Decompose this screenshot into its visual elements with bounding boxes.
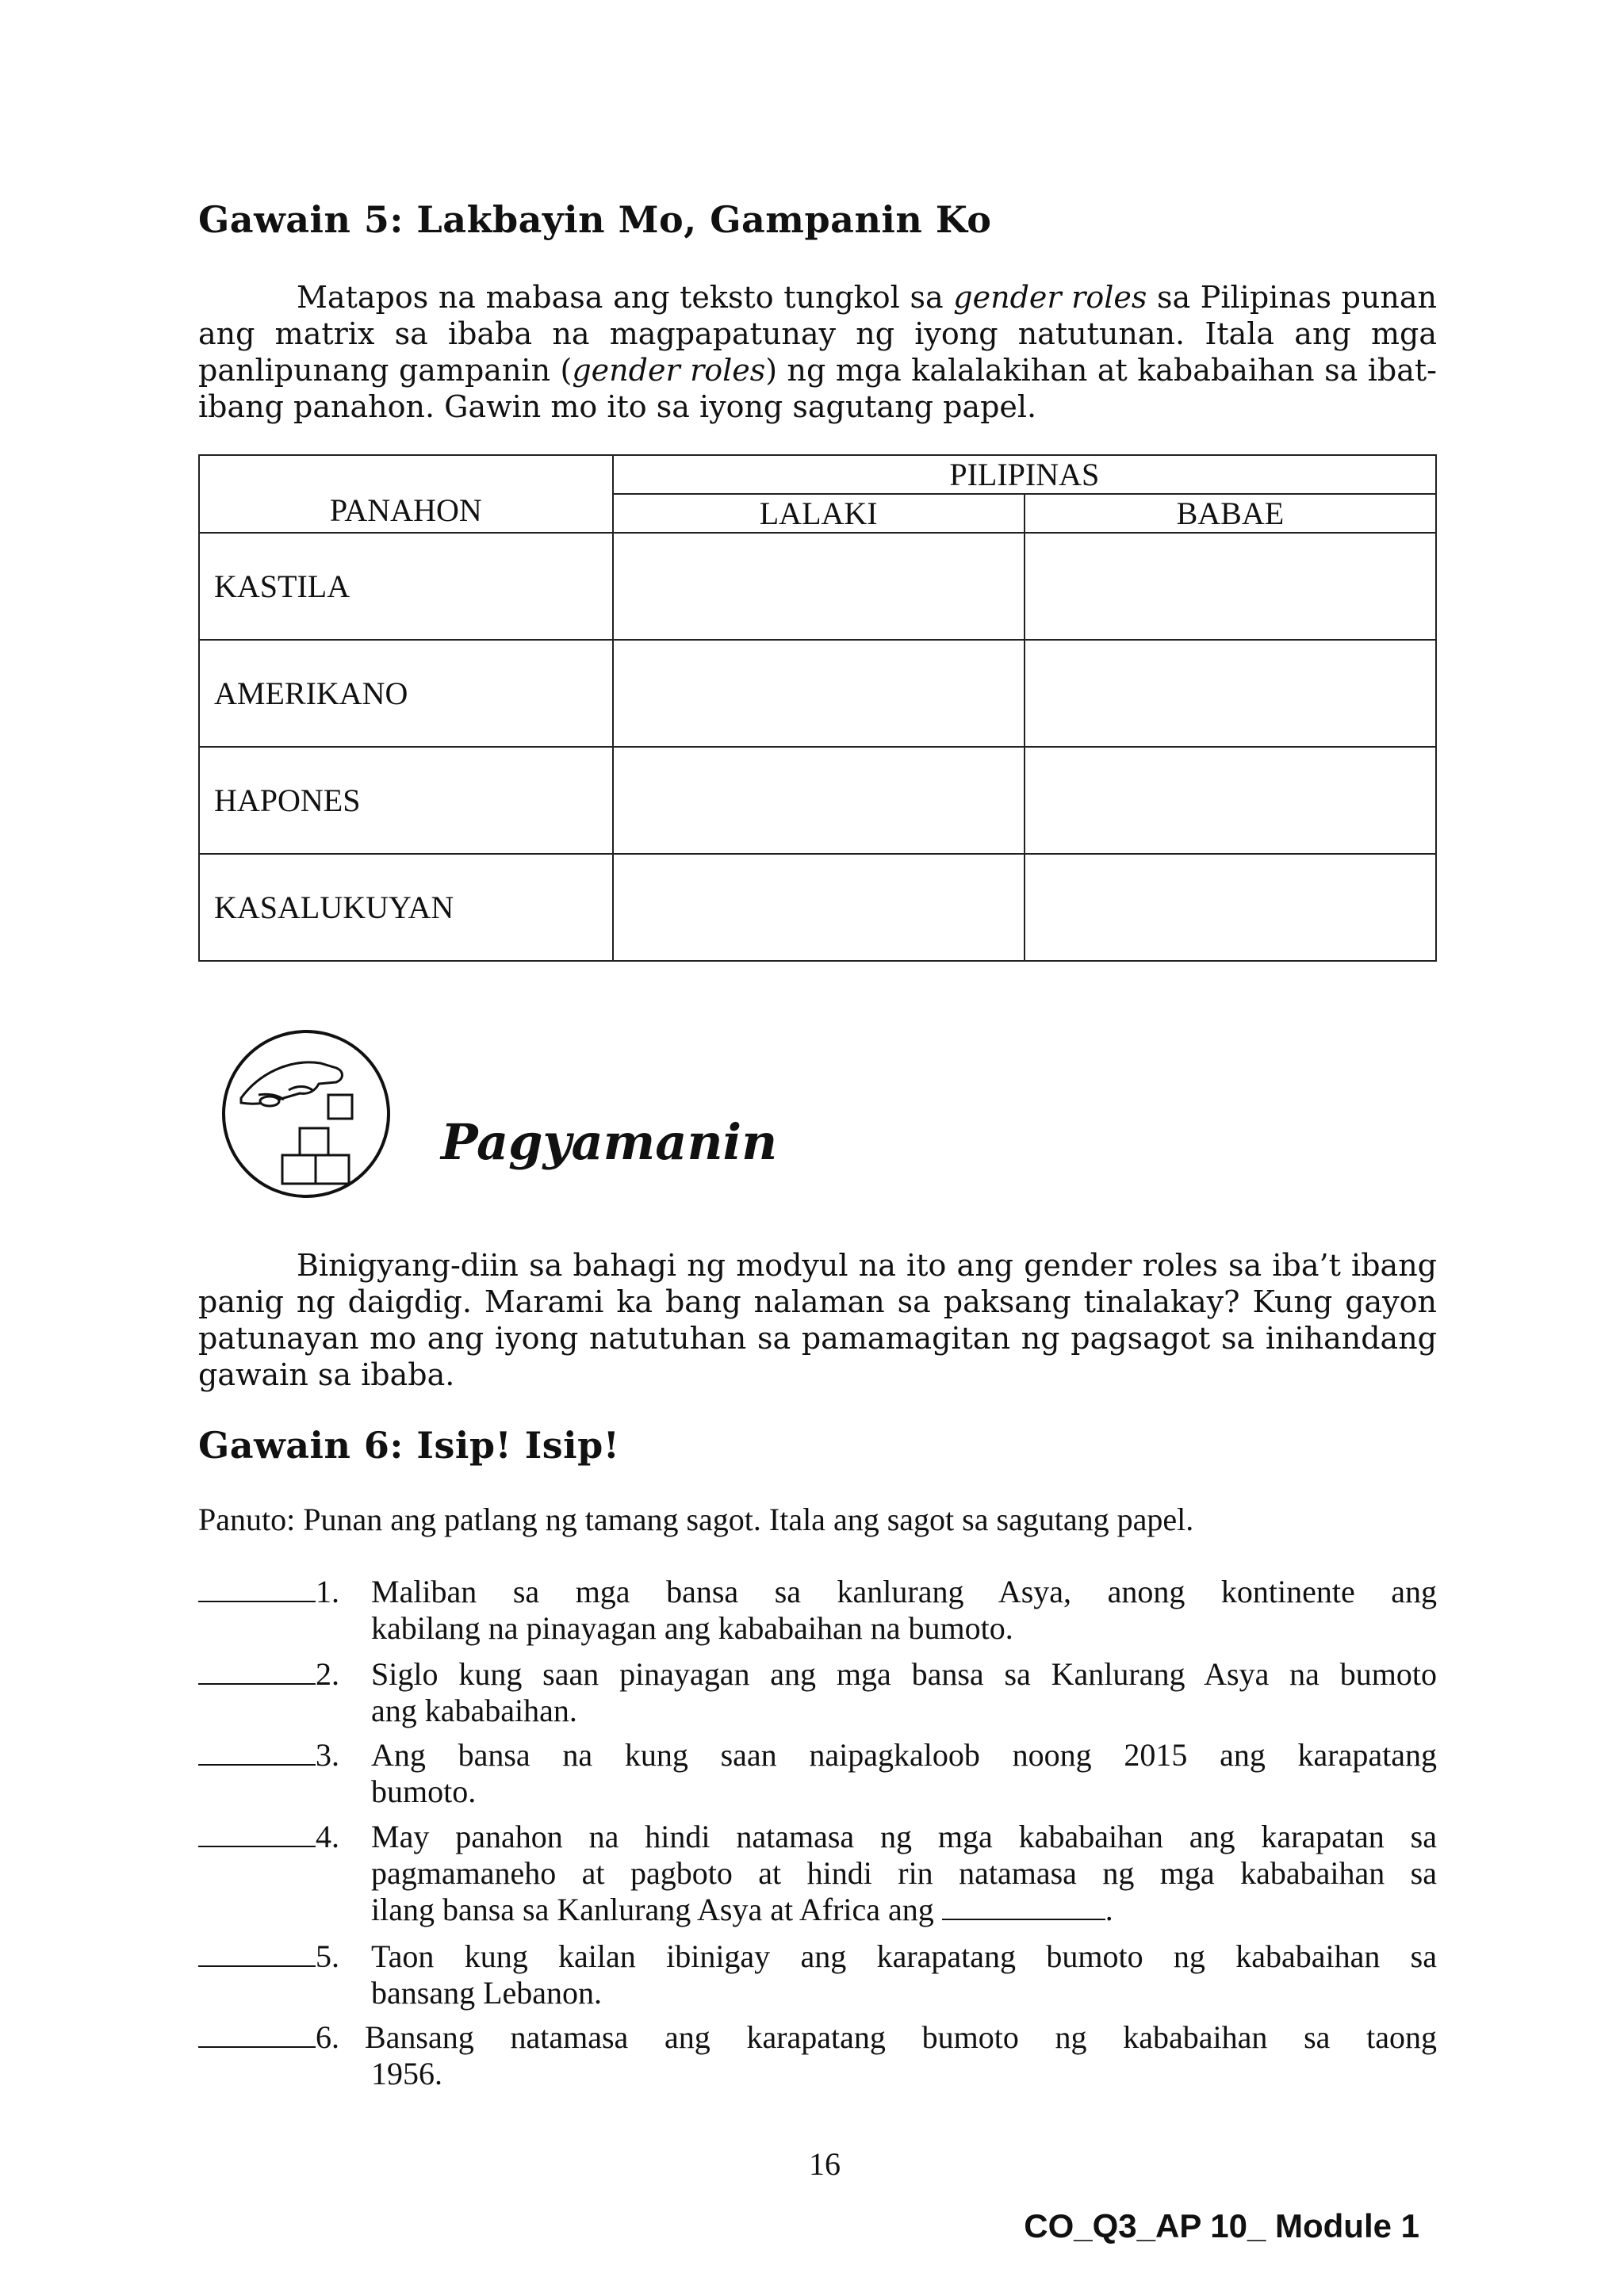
- question-item: [198, 1737, 1437, 1809]
- answer-blank[interactable]: [198, 1938, 316, 1967]
- paragraph-line: panlipunang gampanin (gender roles) ng mga kalalakihan at kababaihan sa ibat-: [198, 353, 1437, 388]
- question-line: kabilang na pinayagan ang kababaihan na bumoto.: [371, 1610, 1013, 1646]
- question-number: 6.: [316, 2019, 339, 2055]
- answer-cell-babae[interactable]: [1025, 747, 1436, 854]
- row-label: AMERIKANO: [199, 640, 613, 747]
- question-line: ilang bansa sa Kanlurang Asya at Africa ang .: [371, 1892, 1113, 1927]
- header-babae: BABAE: [1025, 494, 1436, 533]
- row-label: KASALUKUYAN: [199, 854, 613, 961]
- table-row: [199, 854, 1436, 961]
- question-line: pagmamaneho at pagboto at hindi rin natamasa ng mga kababaihan sa: [371, 1855, 1437, 1891]
- answer-cell-lalaki[interactable]: [613, 640, 1025, 747]
- question-number: 3.: [316, 1737, 339, 1773]
- answer-blank[interactable]: [198, 2019, 316, 2048]
- gender-roles-matrix: [198, 454, 1437, 962]
- question-item: [198, 1819, 1437, 1927]
- gawain6-title: Gawain 6: Isip! Isip!: [198, 1424, 620, 1467]
- gawain5-paragraph: [198, 279, 1437, 425]
- module-footer: CO_Q3_AP 10_ Module 1: [1024, 2207, 1419, 2244]
- header-pilipinas: PILIPINAS: [613, 455, 1436, 494]
- inline-answer-blank[interactable]: [942, 1892, 1105, 1920]
- question-line: ang kababaihan.: [371, 1693, 577, 1728]
- question-line: Ang bansa na kung saan naipagkaloob noong 2015 ang karapatang: [371, 1737, 1437, 1773]
- paragraph-line: Matapos na mabasa ang teksto tungkol sa gender roles sa Pilipinas punan: [297, 280, 1437, 315]
- paragraph-line: ang matrix sa ibaba na magpapatunay ng iyong natutunan. Itala ang mga: [198, 316, 1437, 351]
- header-lalaki: LALAKI: [613, 494, 1025, 533]
- question-line: Siglo kung saan pinayagan ang mga bansa sa Kanlurang Asya na bumoto: [371, 1656, 1437, 1692]
- paragraph-line: patunayan mo ang iyong natutuhan sa pamamagitan ng pagsagot sa inihandang: [198, 1321, 1437, 1356]
- paragraph-line: ibang panahon. Gawin mo ito sa iyong sagutang papel.: [198, 389, 1037, 424]
- hand-stacking-blocks-icon: [217, 1027, 395, 1200]
- question-number: 5.: [316, 1938, 339, 1974]
- answer-cell-lalaki[interactable]: [613, 747, 1025, 854]
- question-line: May panahon na hindi natamasa ng mga kababaihan ang karapatan sa: [371, 1819, 1437, 1854]
- page-number: 16: [809, 2146, 841, 2182]
- answer-blank[interactable]: [198, 1819, 316, 1847]
- answer-blank[interactable]: [198, 1656, 316, 1685]
- question-line: bansang Lebanon.: [371, 1975, 603, 2011]
- pagyamanin-title: Pagyamanin: [441, 1113, 778, 1171]
- answer-cell-babae[interactable]: [1025, 533, 1436, 640]
- answer-cell-lalaki[interactable]: [613, 854, 1025, 961]
- answer-cell-babae[interactable]: [1025, 854, 1436, 961]
- answer-cell-lalaki[interactable]: [613, 533, 1025, 640]
- row-label: KASTILA: [199, 533, 613, 640]
- question-item: [198, 1574, 1437, 1646]
- answer-cell-babae[interactable]: [1025, 640, 1436, 747]
- answer-blank[interactable]: [198, 1574, 316, 1602]
- pagyamanin-paragraph: [198, 1247, 1437, 1393]
- question-line: Bansang natamasa ang karapatang bumoto ng kababaihan sa taong: [365, 2019, 1437, 2055]
- question-line: Taon kung kailan ibinigay ang karapatang bumoto ng kababaihan sa: [371, 1938, 1437, 1974]
- paragraph-line: gawain sa ibaba.: [198, 1357, 455, 1392]
- answer-blank[interactable]: [198, 1737, 316, 1766]
- row-label: HAPONES: [199, 747, 613, 854]
- question-line: bumoto.: [371, 1774, 477, 1809]
- paragraph-line: Binigyang-diin sa bahagi ng modyul na ito ang gender roles sa iba’t ibang: [297, 1248, 1437, 1283]
- gawain5-title: Gawain 5: Lakbayin Mo, Gampanin Ko: [198, 198, 992, 241]
- question-line: Maliban sa mga bansa sa kanlurang Asya, anong kontinente ang: [371, 1574, 1437, 1609]
- question-item: [198, 2019, 1437, 2091]
- panuto-instructions: Panuto: Punan ang patlang ng tamang sagot. Itala ang sagot sa sagutang papel.: [198, 1502, 1194, 1537]
- question-item: [198, 1656, 1437, 1728]
- question-number: 1.: [316, 1574, 339, 1609]
- question-item: [198, 1938, 1437, 2011]
- table-row: [199, 747, 1436, 854]
- table-row: [199, 640, 1436, 747]
- question-number: 2.: [316, 1656, 339, 1692]
- question-line: 1956.: [371, 2056, 442, 2091]
- question-number: 4.: [316, 1819, 339, 1854]
- header-panahon: PANAHON: [199, 455, 613, 533]
- table-row: [199, 533, 1436, 640]
- paragraph-line: panig ng daigdig. Marami ka bang nalaman sa paksang tinalakay? Kung gayon: [198, 1284, 1437, 1319]
